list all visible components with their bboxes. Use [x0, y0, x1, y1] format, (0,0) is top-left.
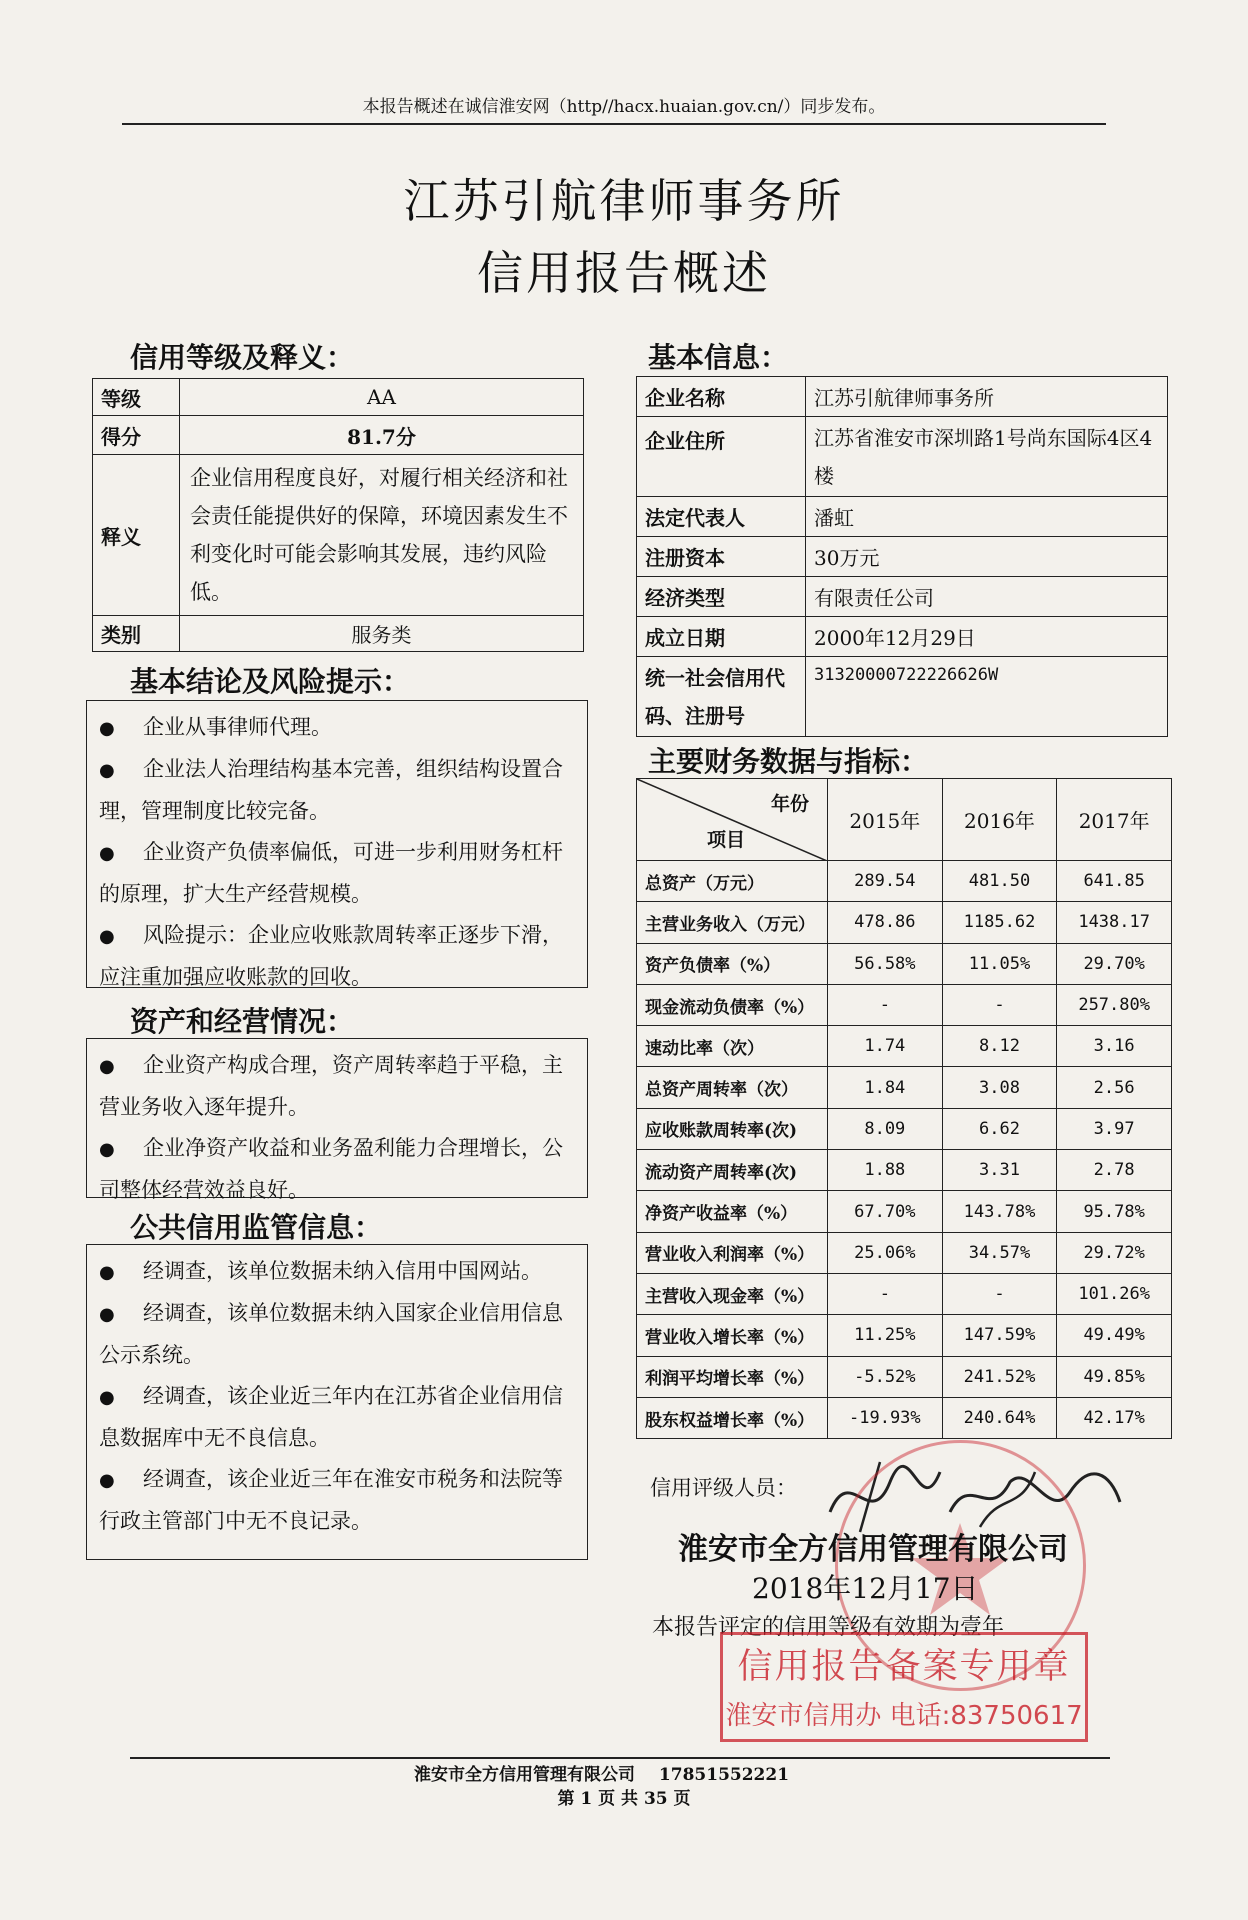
finance-row	[637, 1191, 1172, 1232]
finance-value: -5.52%	[828, 1356, 943, 1397]
finance-value: 49.49%	[1057, 1315, 1172, 1356]
finance-value: 3.97	[1057, 1108, 1172, 1149]
finance-metric: 总资产周转率（次）	[637, 1067, 828, 1108]
assets-item: ● 企业净资产收益和业务盈利能力合理增长，公司整体经营效益良好。	[99, 1128, 575, 1211]
validity-note: 本报告评定的信用等级有效期为壹年	[652, 1615, 1005, 1640]
conclusion-box	[86, 700, 588, 988]
basic-table	[636, 376, 1168, 737]
rating-table	[92, 378, 584, 652]
filing-stamp	[720, 1632, 1088, 1742]
header-rule	[122, 123, 1106, 125]
finance-row	[637, 943, 1172, 984]
finance-value: 42.17%	[1057, 1397, 1172, 1438]
finance-value: 11.05%	[942, 943, 1057, 984]
finance-value: -19.93%	[828, 1397, 943, 1438]
basic-label: 注册资本	[637, 537, 806, 577]
finance-value: 2.56	[1057, 1067, 1172, 1108]
conclusion-heading: 基本结论及风险提示：	[130, 665, 411, 698]
score-label: 得分	[93, 416, 180, 455]
finance-heading: 主要财务数据与指标：	[648, 745, 929, 778]
finance-value: 1185.62	[942, 902, 1057, 943]
footer-company: 淮安市全方信用管理有限公司	[414, 1765, 635, 1785]
finance-metric: 资产负债率（%）	[637, 943, 828, 984]
finance-row	[637, 1232, 1172, 1273]
finance-value: 289.54	[828, 861, 943, 902]
conclusion-item: ● 风险提示：企业应收账款周转率正逐步下滑，应注重加强应收账款的回收。	[99, 915, 575, 998]
public-item: ● 经调查，该单位数据未纳入信用中国网站。	[99, 1251, 575, 1293]
stamp-line: 淮安市信用办 电话:83750617	[725, 1701, 1083, 1731]
basic-label: 企业住所	[637, 417, 806, 497]
finance-corner	[637, 779, 828, 861]
basic-label: 经济类型	[637, 577, 806, 617]
finance-value: 67.70%	[828, 1191, 943, 1232]
public-heading: 公共信用监管信息：	[130, 1211, 383, 1244]
finance-value: 2.78	[1057, 1150, 1172, 1191]
finance-value: -	[828, 1273, 943, 1314]
year-header: 2015年	[828, 779, 943, 861]
finance-value: 1.74	[828, 1026, 943, 1067]
public-item: ● 经调查，该企业近三年内在江苏省企业信用信息数据库中无不良信息。	[99, 1376, 575, 1459]
finance-metric: 营业收入利润率（%）	[637, 1232, 828, 1273]
finance-value: 1.88	[828, 1150, 943, 1191]
public-box	[86, 1244, 588, 1560]
basic-value: 30万元	[806, 537, 1168, 577]
public-item: ● 经调查，该企业近三年在淮安市税务和法院等行政主管部门中无不良记录。	[99, 1459, 575, 1542]
page-number: 第 1 页 共 35 页	[557, 1789, 691, 1809]
finance-row	[637, 1026, 1172, 1067]
header-note: 本报告概述在诚信淮安网（http//hacx.huaian.gov.cn/）同步发布。	[362, 97, 886, 117]
finance-row	[637, 1397, 1172, 1438]
finance-value: 95.78%	[1057, 1191, 1172, 1232]
finance-value: 3.31	[942, 1150, 1057, 1191]
basic-value: 江苏引航律师事务所	[806, 377, 1168, 417]
explain-value: 企业信用程度良好，对履行相关经济和社会责任能提供好的保障，环境因素发生不利变化时可能会影响其发展，违约风险低。	[180, 455, 584, 616]
footer-phone: 17851552221	[658, 1765, 790, 1785]
grade-value: AA	[180, 379, 584, 416]
finance-row	[637, 902, 1172, 943]
basic-value: 31320000722226626W	[806, 657, 1168, 737]
finance-value: 11.25%	[828, 1315, 943, 1356]
footer-line	[414, 1760, 789, 1785]
finance-value: 478.86	[828, 902, 943, 943]
public-item: ● 经调查，该单位数据未纳入国家企业信用信息公示系统。	[99, 1293, 575, 1376]
finance-value: 1.84	[828, 1067, 943, 1108]
finance-row	[637, 1150, 1172, 1191]
stamp-title: 信用报告备案专用章	[737, 1647, 1071, 1687]
basic-label: 成立日期	[637, 617, 806, 657]
finance-value: 481.50	[942, 861, 1057, 902]
finance-value: 641.85	[1057, 861, 1172, 902]
basic-heading: 基本信息：	[648, 341, 789, 374]
footer-rule	[130, 1757, 1110, 1759]
basic-label: 企业名称	[637, 377, 806, 417]
finance-metric: 主营收入现金率（%）	[637, 1273, 828, 1314]
assets-box	[86, 1038, 588, 1202]
finance-row	[637, 861, 1172, 902]
basic-label: 统一社会信用代码、注册号	[637, 657, 806, 737]
finance-value: 101.26%	[1057, 1273, 1172, 1314]
finance-value: -	[942, 984, 1057, 1025]
finance-value: 56.58%	[828, 943, 943, 984]
basic-value: 潘虹	[806, 497, 1168, 537]
grade-label: 等级	[93, 379, 180, 416]
finance-metric: 速动比率（次）	[637, 1026, 828, 1067]
finance-value: -	[942, 1273, 1057, 1314]
report-subtitle: 信用报告概述	[477, 246, 771, 300]
finance-row	[637, 1356, 1172, 1397]
finance-row	[637, 1273, 1172, 1314]
finance-value: 240.64%	[942, 1397, 1057, 1438]
basic-value: 江苏省淮安市深圳路1号尚东国际4区4楼	[806, 417, 1168, 497]
assets-item: ● 企业资产构成合理，资产周转率趋于平稳，主营业务收入逐年提升。	[99, 1045, 575, 1128]
score-value: 81.7分	[180, 416, 584, 455]
finance-table	[636, 778, 1172, 1439]
finance-value: -	[828, 984, 943, 1025]
finance-value: 3.16	[1057, 1026, 1172, 1067]
explain-label: 释义	[93, 455, 180, 616]
conclusion-item: ● 企业从事律师代理。	[99, 707, 575, 749]
year-header: 2017年	[1057, 779, 1172, 861]
basic-label: 法定代表人	[637, 497, 806, 537]
finance-metric: 股东权益增长率（%）	[637, 1397, 828, 1438]
category-label: 类别	[93, 616, 180, 652]
finance-value: 8.12	[942, 1026, 1057, 1067]
finance-row	[637, 1067, 1172, 1108]
finance-metric: 主营业务收入（万元）	[637, 902, 828, 943]
finance-value: 29.72%	[1057, 1232, 1172, 1273]
issue-date: 2018年12月17日	[752, 1572, 979, 1605]
finance-row	[637, 984, 1172, 1025]
finance-value: 257.80%	[1057, 984, 1172, 1025]
issuer-company: 淮安市全方信用管理有限公司	[678, 1532, 1068, 1567]
finance-metric: 应收账款周转率(次)	[637, 1108, 828, 1149]
finance-row	[637, 1315, 1172, 1356]
finance-value: 241.52%	[942, 1356, 1057, 1397]
finance-value: 29.70%	[1057, 943, 1172, 984]
rater-label: 信用评级人员：	[650, 1476, 797, 1500]
category-value: 服务类	[180, 616, 584, 652]
finance-value: 34.57%	[942, 1232, 1057, 1273]
finance-value: 3.08	[942, 1067, 1057, 1108]
conclusion-item: ● 企业资产负债率偏低，可进一步利用财务杠杆的原理，扩大生产经营规模。	[99, 832, 575, 915]
finance-row	[637, 1108, 1172, 1149]
conclusion-item: ● 企业法人治理结构基本完善，组织结构设置合理，管理制度比较完备。	[99, 749, 575, 832]
finance-value: 6.62	[942, 1108, 1057, 1149]
finance-value: 143.78%	[942, 1191, 1057, 1232]
finance-metric: 总资产（万元）	[637, 861, 828, 902]
report-title: 江苏引航律师事务所	[403, 174, 845, 228]
finance-metric: 利润平均增长率（%）	[637, 1356, 828, 1397]
finance-value: 8.09	[828, 1108, 943, 1149]
corner-year-label: 年份	[770, 793, 809, 815]
finance-metric: 营业收入增长率（%）	[637, 1315, 828, 1356]
finance-metric: 流动资产周转率(次)	[637, 1150, 828, 1191]
corner-item-label: 项目	[707, 829, 746, 851]
basic-value: 有限责任公司	[806, 577, 1168, 617]
finance-metric: 现金流动负债率（%）	[637, 984, 828, 1025]
finance-value: 147.59%	[942, 1315, 1057, 1356]
finance-value: 1438.17	[1057, 902, 1172, 943]
finance-value: 25.06%	[828, 1232, 943, 1273]
year-header: 2016年	[942, 779, 1057, 861]
finance-value: 49.85%	[1057, 1356, 1172, 1397]
finance-metric: 净资产收益率（%）	[637, 1191, 828, 1232]
rating-heading: 信用等级及释义：	[130, 341, 355, 374]
assets-heading: 资产和经营情况：	[130, 1005, 355, 1038]
basic-value: 2000年12月29日	[806, 617, 1168, 657]
